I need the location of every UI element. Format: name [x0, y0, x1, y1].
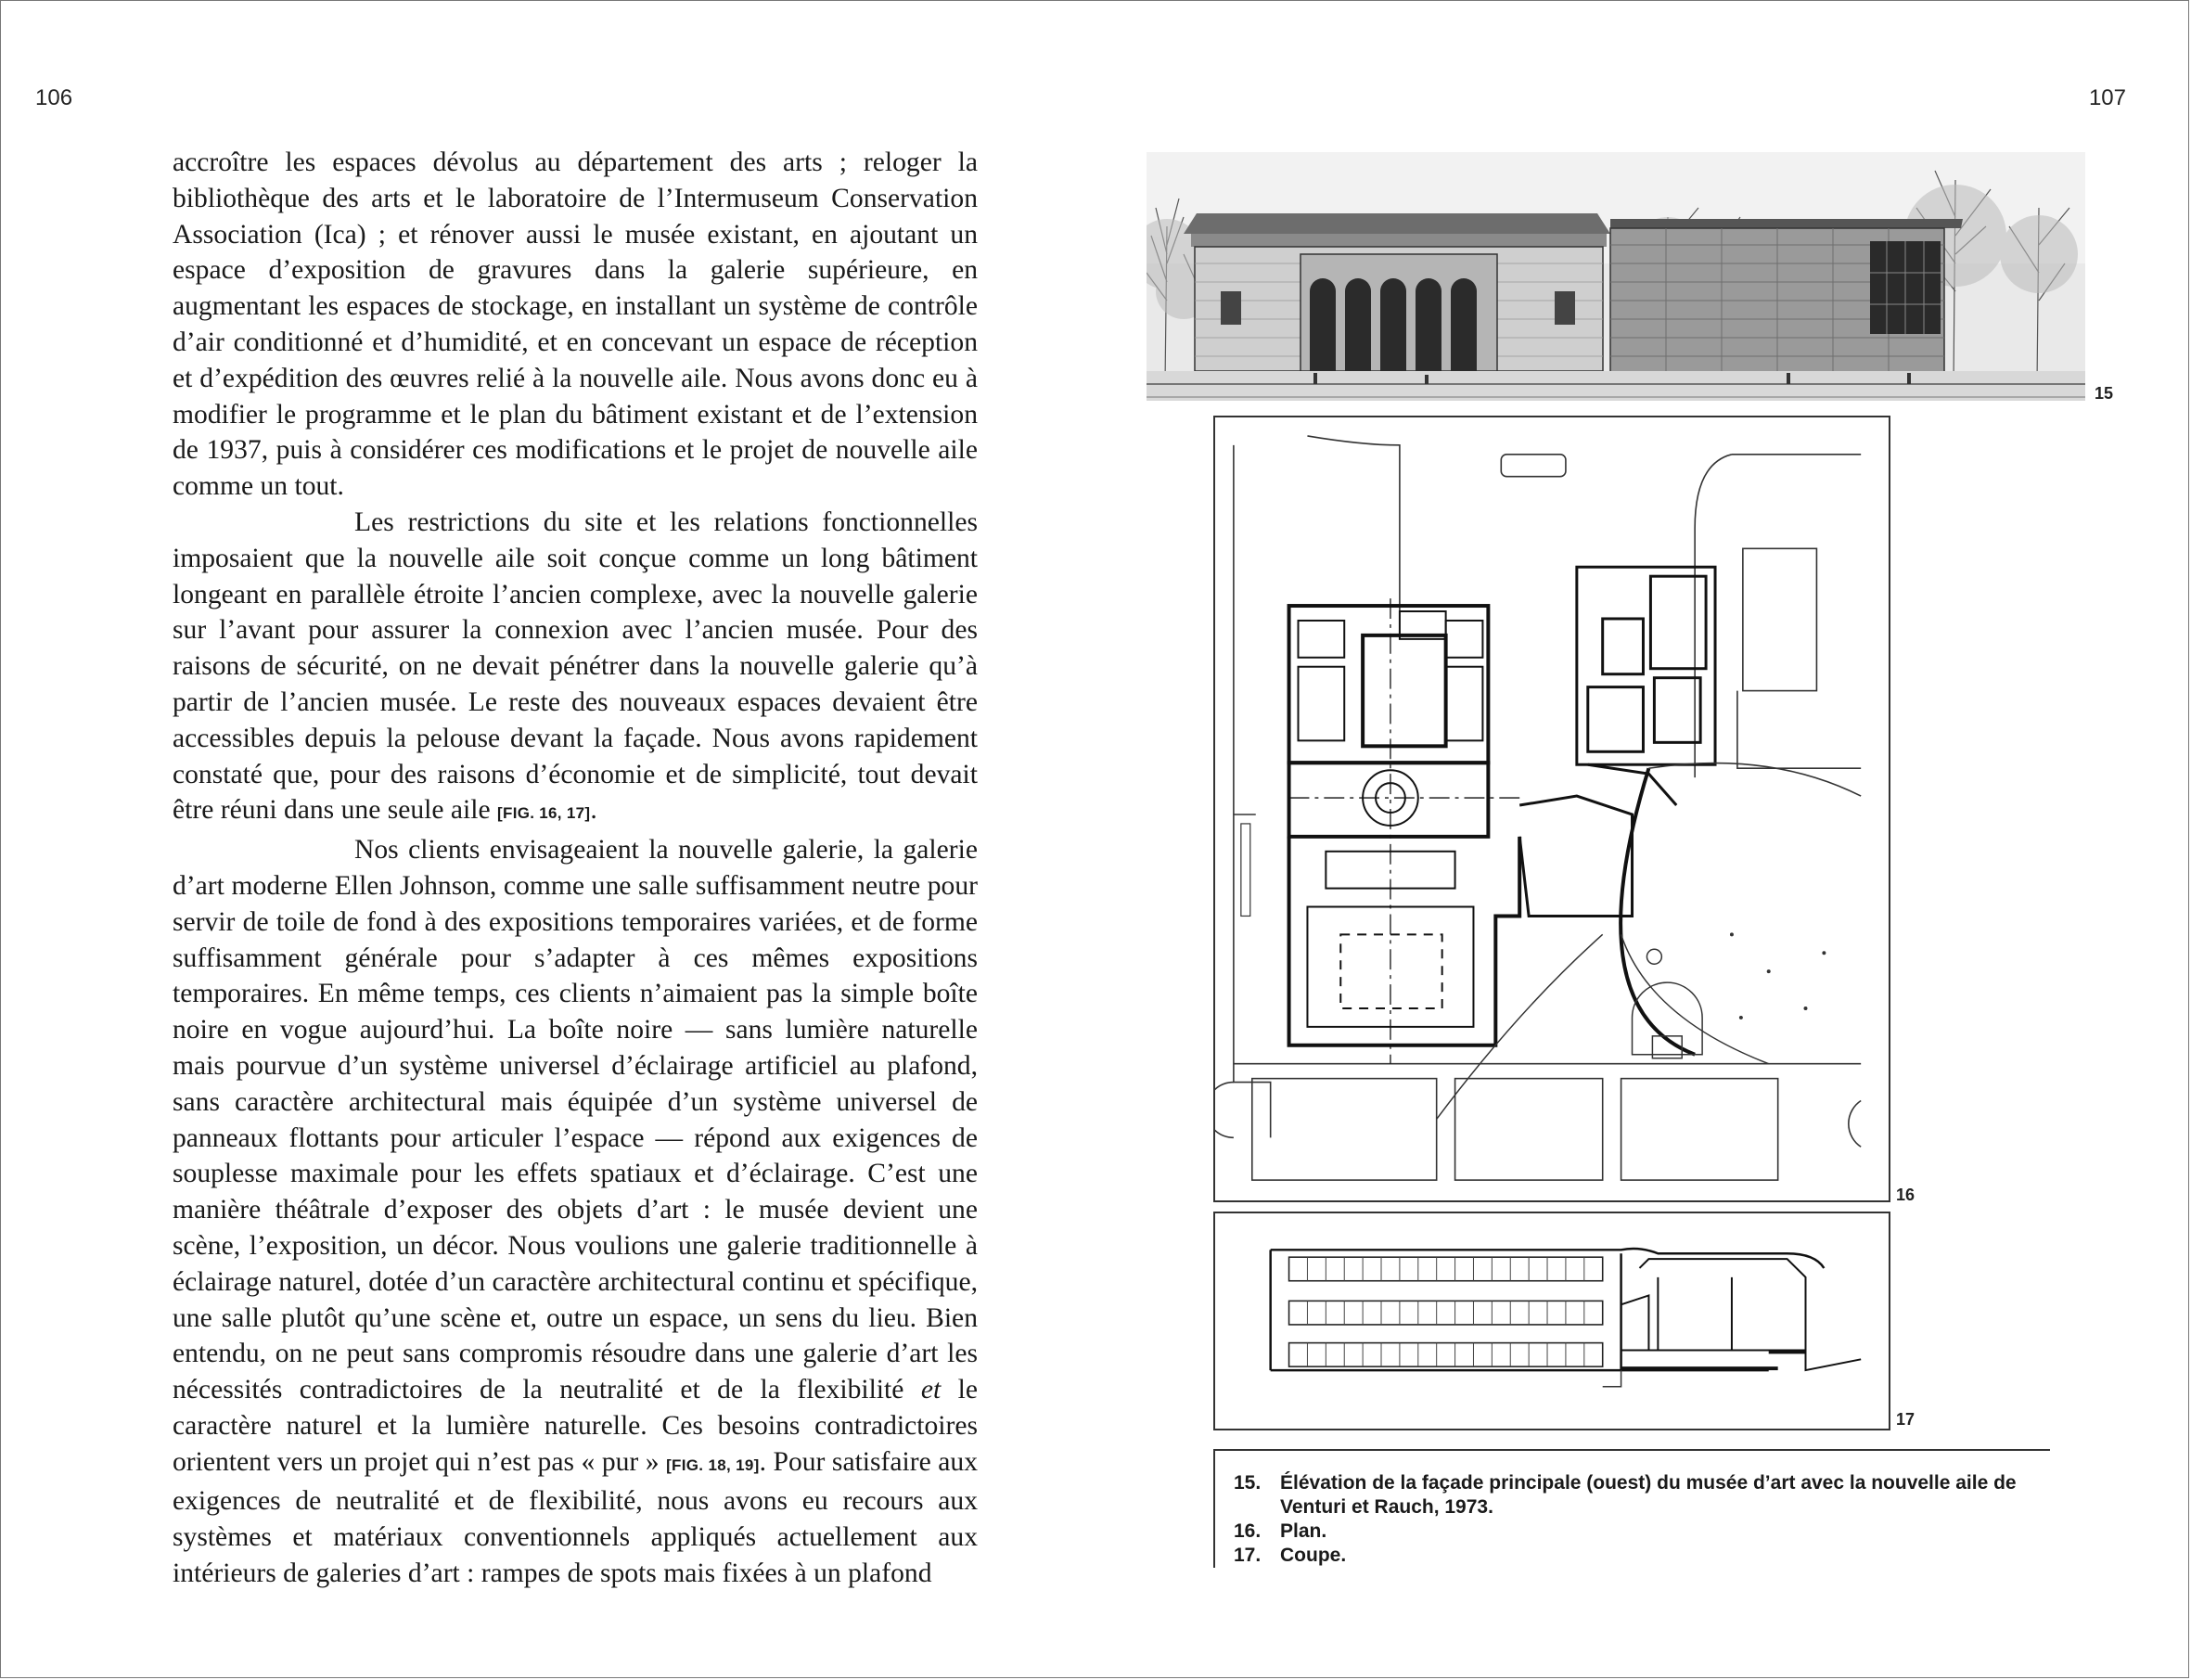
figure-reference: [FIG. 18, 19]: [666, 1456, 760, 1474]
caption-text: Élévation de la façade principale (ouest) du musée d’art avec la nouvelle aile de Venturi et Rauch, 1973.: [1280, 1472, 2017, 1518]
plan-drawing: [1215, 417, 1889, 1200]
figure-17-section: [1213, 1212, 1890, 1430]
section-drawing: [1215, 1213, 1889, 1429]
paragraph-2-end: .: [590, 795, 597, 826]
caption-number: 15.: [1234, 1472, 1262, 1494]
paragraph-3-text-c: . Pour satisfaire aux exigences de neutralité et de flexibilité, nous avons eu recours aux systèmes et matériaux conventionnels appliqués actuellement aux intérieurs de galeries d’art : rampes de spots mais fixées à un plafond: [173, 1446, 978, 1589]
paragraph-3-text-a: Nos clients envisageaient la nouvelle galerie, la galerie d’art moderne Ellen Johnson, comme une salle suffisamment neutre pour servir de toile de fond à des expositions temporaires variées, et de forme suffisamment générale pour s’adapter à ces mêmes expositions temporaires. En même temps, ces clients n’aimaient pas la simple boîte noire en vogue aujourd’hui. La boîte noire — sans lumière naturelle mais pourvue d’un système universel d’éclairage artificiel au plafond, sans caractère architectural mais équipée d’un système universel de panneaux flottants pour articuler l’espace — répond aux exigences de souplesse maximale pour les effets spatiaux et d’éclairage. C’est une manière théâtrale d’exposer des objets d’art : le musée devient une scène, l’exposition, un décor. Nous voulions une galerie traditionnelle à éclairage naturel, dotée d’un caractère architectural continu et spécifique, une salle plutôt qu’une scène et, outre un espace, un sens du lieu. Bien entendu, on ne peut sans compromis résoudre dans une galerie d’art les nécessités contradictoires de la neutralité et de la flexibilité: [173, 835, 978, 1405]
paragraph-3-emphasis: et: [920, 1375, 942, 1405]
figure-17-number: 17: [1896, 1410, 1916, 1429]
elevation-drawing: [1147, 152, 2085, 401]
caption-number: 17.: [1234, 1545, 1262, 1566]
figure-reference: [FIG. 16, 17]: [497, 804, 591, 823]
figure-16-number: 16: [1896, 1186, 1916, 1204]
paragraph-2-text: Les restrictions du site et les relations fonctionnelles imposaient que la nouvelle aile soit conçue comme un long bâtiment longeant en parallèle étroite l’ancien complexe, avec la nouvelle galerie sur l’avant pour assurer la connexion avec l’ancien musée. Pour des raisons de sécurité, on ne devait pénétrer dans la nouvelle galerie qu’à partir de l’ancien musée. Le reste des nouveaux espaces devaient être accessibles depuis la pelouse devant la façade. Nous avons rapidement constaté que, pour des raisons d’économie et de simplicité, tout devait être réuni dans une seule aile: [173, 507, 978, 826]
figure-15-number: 15: [2095, 384, 2114, 403]
caption-text: Plan.: [1280, 1520, 1327, 1542]
page-number-right: 107: [2088, 85, 2126, 110]
paragraph-3: [173, 832, 978, 1592]
figure-15-elevation: [1147, 152, 2085, 401]
figure-captions: [1213, 1449, 2050, 1568]
page-number-left: 106: [35, 85, 73, 110]
paragraph-3-text-b: le caractère naturel et la lumière naturelle. Ces besoins contradictoires orientent vers un projet qui n’est pas « pur »: [173, 1375, 978, 1477]
figure-16-plan: [1213, 416, 1890, 1202]
body-text-column: [173, 145, 978, 1592]
caption-number: 16.: [1234, 1520, 1262, 1542]
caption-text: Coupe.: [1280, 1545, 1347, 1566]
paragraph-2: [173, 505, 978, 832]
caption-item: [1215, 1520, 2050, 1544]
paragraph-1: accroître les espaces dévolus au département des arts ; reloger la bibliothèque des arts et le laboratoire de l’Intermuseum Conservation Association (Ica) ; et rénover aussi le musée existant, en ajoutant un espace d’exposition de gravures dans la galerie supérieure, en augmentant les espaces de stockage, en installant un système de contrôle d’air conditionné et d’humidité, et en concevant un espace de réception et d’expédition des œuvres relié à la nouvelle aile. Nous avons donc eu à modifier le programme et le plan du bâtiment existant et de l’extension de 1937, puis à considérer ces modifications et le projet de nouvelle aile comme un tout.: [173, 147, 978, 502]
caption-item: [1215, 1544, 2050, 1568]
caption-item: [1215, 1471, 2050, 1520]
